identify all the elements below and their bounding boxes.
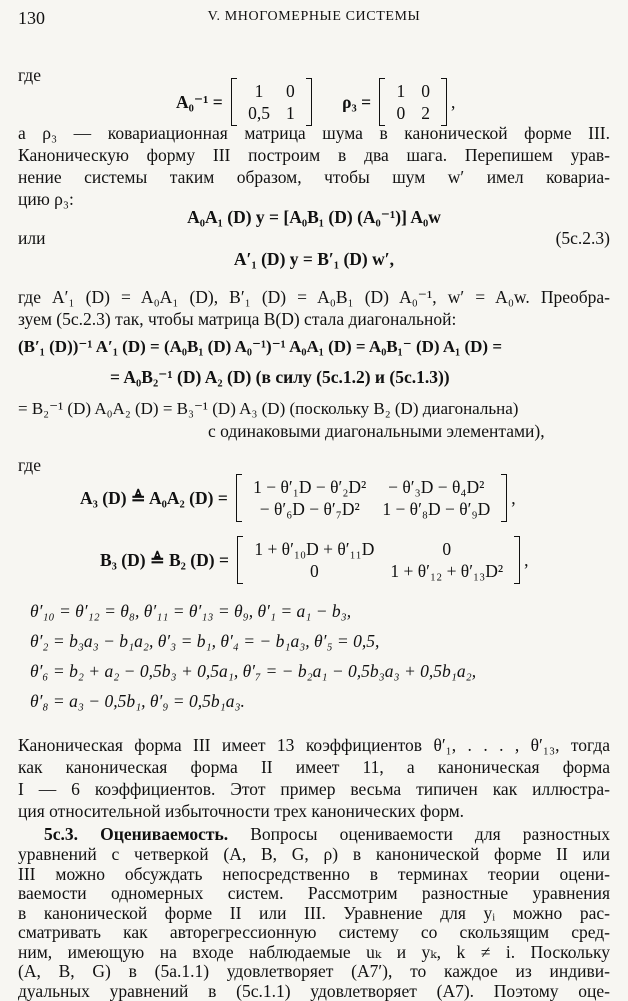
matrix-cell: − θ′₃D − θ₄D² (388, 477, 485, 497)
matrix-cell: 0 (421, 81, 430, 101)
theta-line-2: θ′₂ = b₃a₃ − b₁a₂, θ′₃ = b₁, θ′₄ = − b₁a₃, θ′₅ = 0,5, (30, 631, 380, 651)
b3-matrix (237, 536, 520, 584)
paragraph-line: Каноническая форма III имеет 13 коэффициентов θ′₁, . . . , θ′₁₃, тогда (18, 735, 610, 755)
matrix-cell: 0 (309, 561, 319, 581)
matrix-cell: 0 (442, 539, 452, 559)
rho3-label (342, 92, 371, 113)
word-where: где (18, 455, 41, 475)
paragraph-line: нение системы таким образом, чтобы шум w′ имел ковариа- (18, 167, 610, 187)
rho3-label-text: ρ₃ = (342, 91, 372, 112)
matrix-cell: 1 + θ′₁₀D + θ′₁₁D (254, 539, 375, 559)
equation-3-line-4: с одинаковыми диагональными элементами), (208, 421, 545, 441)
paragraph-line: (A, B, G) в (5a.1.1) удовлетворяет (A7′), то каждое из индиви- (18, 961, 610, 981)
paragraph-line: ваемости одномерных систем. Рассмотрим разностные уравнения (18, 883, 610, 903)
matrix-equation-a0inv-rho3: A₀⁻¹ = 1 0 0,5 1 ρ₃ = 1 0 0 2 , (176, 78, 455, 126)
theta-line-4: θ′₈ = a₃ − 0,5b₁, θ′₉ = 0,5b₁a₃. (30, 691, 245, 711)
paragraph-tail (18, 954, 610, 1000)
matrix-cell: 2 (421, 103, 430, 123)
matrix-cell: 1 − θ′₈D − θ′₉D (382, 499, 491, 519)
paragraph-line: а ρ₃ — ковариационная матрица шума в канонической форме III. (18, 123, 610, 143)
matrix-cell: 1 (254, 81, 264, 101)
theta-line-1: θ′₁₀ = θ′₁₂ = θ₈, θ′₁₁ = θ′₁₃ = θ₉, θ′₁ = a₁ − b₃, (30, 601, 352, 621)
paragraph-line: как каноническая форма II имеет 11, а каноническая форма (18, 757, 610, 777)
paragraph-line: I — 6 коэффициентов. Этот пример весьма типичен как иллюстра- (18, 779, 610, 799)
paragraph-line: зуем (5c.2.3) так, чтобы матрица B(D) стала диагональной: (18, 309, 457, 329)
matrix-cell: 1 + θ′₁₂ + θ′₁₃D² (390, 561, 504, 581)
matrix-cell: 1 − θ′₁D − θ′₂D² (253, 477, 367, 497)
matrix-cell: − θ′₆D − θ′₇D² (259, 499, 360, 519)
matrix-equation-b3 (100, 536, 528, 584)
a3-tail: , (511, 487, 516, 508)
rho3-matrix (379, 78, 447, 126)
equation-number: (5c.2.3) (555, 228, 610, 248)
section-heading-rest: Вопросы оцениваемости для разностных (228, 824, 610, 844)
equation-3-line-1: (B′₁ (D))⁻¹ A′₁ (D) = (A₀B₁ (D) A₀⁻¹)⁻¹ A₀A₁ (D) = A₀B₁⁻ (D) A₁ (D) = (18, 337, 503, 356)
paragraph-line: Каноническую форму III построим в два шага. Перепишем урав- (18, 145, 610, 165)
paragraph-line: где A′₁ (D) = A₀A₁ (D), B′₁ (D) = A₀B₁ (D) A₀⁻¹, w′ = A₀w. Преобра- (18, 287, 610, 307)
a3-label: A₃ (D) ≜ A₀A₂ (D) = (80, 487, 228, 508)
matrix-cell: 0 (285, 81, 295, 101)
paragraph-line: дуальных уравнений в (5c.1.1) удовлетворяет (A7). Поэтому оце- (18, 980, 610, 1001)
paragraph-line: цию ρ₃: (18, 189, 74, 209)
equation-3-line-3: = B₂⁻¹ (D) A₀A₂ (D) = B₃⁻¹ (D) A₃ (D) (поскольку B₂ (D) диагональна) (18, 399, 519, 418)
paragraph-line: ним, имеющую на входе наблюдаемые uₖ и yₖ, k ≠ i. Поскольку (18, 941, 610, 962)
b3-tail: , (524, 549, 529, 570)
a3-matrix (236, 474, 507, 522)
matrix-cell: 1 (396, 81, 406, 101)
page-number: 130 (18, 8, 45, 28)
matrix-cell: 1 (285, 103, 295, 123)
a0-inverse-matrix (231, 78, 312, 126)
a0-inverse-label: A₀⁻¹ = (176, 91, 223, 112)
equation-3-line-2: = A₀B₂⁻¹ (D) A₂ (D) (в силу (5c.1.2) и (5c.1.3)) (110, 367, 450, 387)
paragraph-line: III можно обсуждать непосредственно в терминах теории оцени- (18, 863, 610, 884)
word-or: или (18, 228, 46, 248)
matrix-cell: 0,5 (248, 103, 270, 123)
section-heading: 5c.3. Оцениваемость. (44, 824, 229, 844)
paragraph-line: уравнений с четверкой (A, B, G, ρ) в канонической форме II или (18, 844, 610, 864)
b3-label: B₃ (D) ≜ B₂ (D) = (100, 549, 229, 570)
paragraph-line: сматривать как авторегрессионную систему со скользящим сред- (18, 922, 610, 942)
word-where: где (18, 65, 41, 85)
page-header (18, 8, 610, 32)
running-head: V. МНОГОМЕРНЫЕ СИСТЕМЫ (207, 9, 421, 24)
equation-2: A′₁ (D) y = B′₁ (D) w′, (233, 249, 395, 269)
theta-line-3: θ′₆ = b₂ + a₂ − 0,5b₃ + 0,5a₁, θ′₇ = − b₂a₁ − 0,5b₃a₃ + 0,5b₁a₂, (30, 661, 477, 681)
paragraph-line: ция относительной избыточности трех канонических форм. (18, 801, 465, 821)
matrix-equation-a3 (80, 474, 516, 522)
matrix-cell: 0 (396, 103, 406, 123)
paragraph-line: в канонической форме II или III. Уравнение для yᵢ можно рас- (18, 902, 610, 923)
section-heading-line (44, 824, 610, 844)
equation-1: A₀A₁ (D) y = [A₀B₁ (D) (A₀⁻¹)] A₀w (187, 207, 441, 227)
